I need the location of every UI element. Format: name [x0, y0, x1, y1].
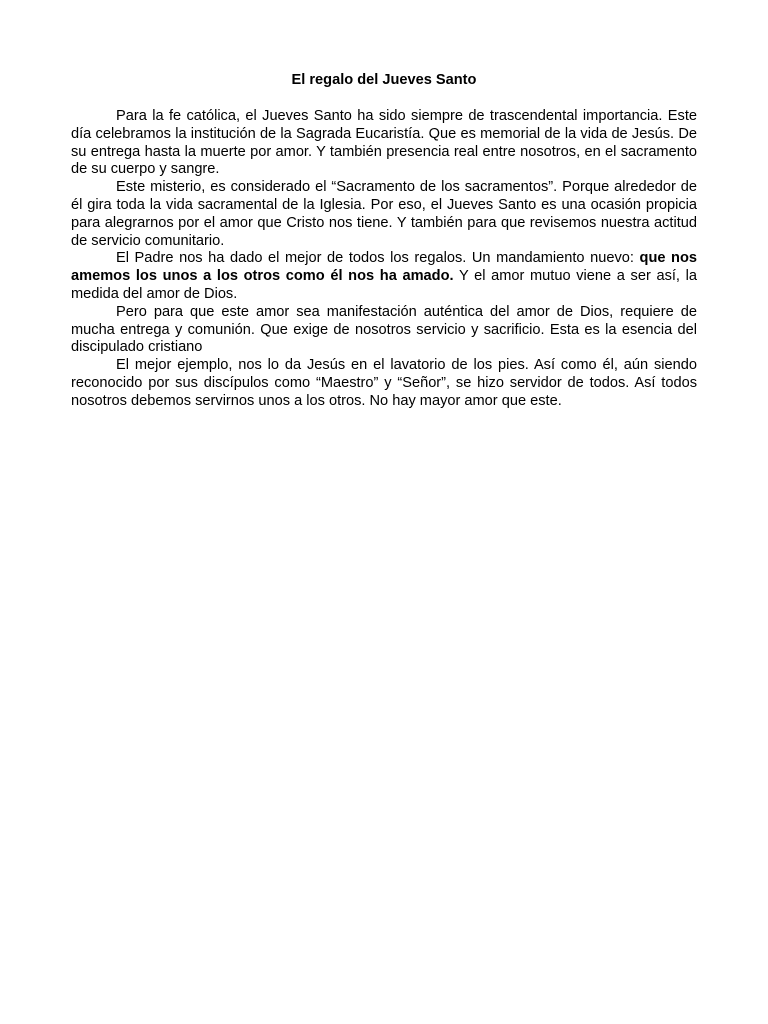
paragraph-5: El mejor ejemplo, nos lo da Jesús en el lavatorio de los pies. Así como él, aún siendo reconocido por sus discípulos como “Maestro” y “Señor”, se hizo servidor de todos. Así todos nosotros debemos servirnos unos a los otros. No hay mayor amor que este.: [71, 357, 697, 409]
paragraph-3: [71, 250, 697, 303]
paragraph-3-text-before: El Padre nos ha dado el mejor de todos los regalos. Un mandamiento nuevo:: [116, 250, 640, 267]
document-title: El regalo del Jueves Santo: [291, 72, 477, 88]
paragraph-1: Para la fe católica, el Jueves Santo ha sido siempre de trascendental importancia. Este día celebramos la institución de la Sagrada Eucaristía. Que es memorial de la vida de Jesús. De su entrega hasta la muerte por amor. Y también presencia real entre nosotros, en el sacramento de su cuerpo y sangre.: [71, 108, 697, 178]
paragraph-2: Este misterio, es considerado el “Sacramento de los sacramentos”. Porque alrededor de él gira toda la vida sacramental de la Iglesia. Por eso, el Jueves Santo es una ocasión propicia para alegrarnos por el amor que Cristo nos tiene. Y también para que revisemos nuestra actitud de servicio comunitario.: [71, 179, 697, 249]
document-page: [71, 71, 697, 411]
paragraph-3-bold-commandment: que nos amemos los unos a los otros como él nos ha amado.: [71, 250, 698, 285]
paragraph-3-text-after: Y el amor mutuo viene a ser así, la medida del amor de Dios.: [71, 268, 697, 302]
paragraph-4: Pero para que este amor sea manifestación auténtica del amor de Dios, requiere de mucha entrega y comunión. Que exige de nosotros servicio y sacrificio. Esta es la esencia del discipulado cristiano: [71, 303, 697, 356]
